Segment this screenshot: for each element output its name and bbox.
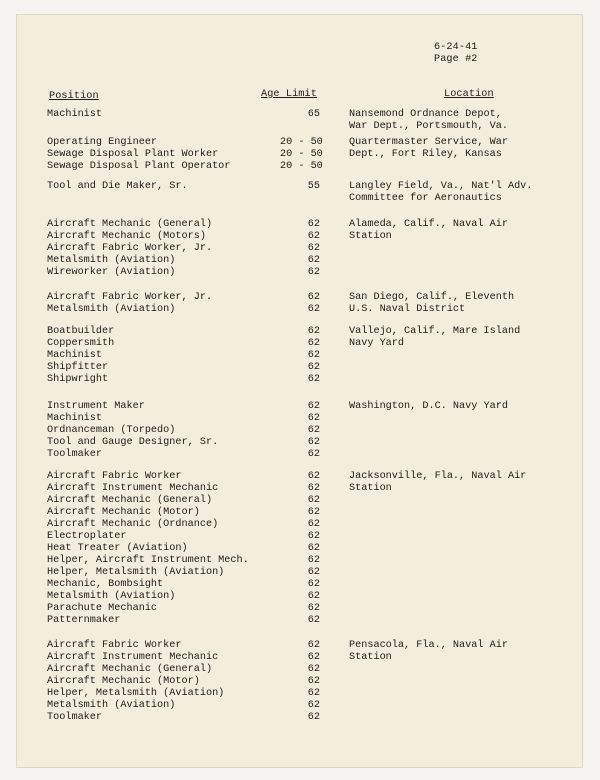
age-limit-list — [280, 471, 320, 627]
age-limit-list — [280, 640, 320, 724]
column-header-age-limit: Age Limit — [261, 89, 317, 100]
column-header-location: Location — [444, 89, 494, 100]
location-text — [349, 181, 532, 205]
column-header-position: Position — [49, 91, 99, 102]
position-title: Aircraft Mechanic (General) — [47, 219, 213, 230]
age-limit-value: 62 — [307, 555, 320, 566]
age-limit-value: 62 — [307, 688, 320, 699]
age-limit-value: 62 — [307, 507, 320, 518]
age-limit-value: 62 — [307, 519, 320, 530]
position-title: Aircraft Mechanic (Motor) — [47, 507, 200, 518]
age-limit-value: 62 — [307, 425, 320, 436]
age-limit-value: 62 — [307, 640, 320, 651]
position-title: Metalsmith (Aviation) — [47, 591, 176, 602]
age-limit-value: 62 — [307, 449, 320, 460]
position-list — [47, 640, 224, 724]
age-limit-value: 62 — [307, 326, 320, 337]
position-list — [47, 326, 114, 386]
location-text — [349, 401, 508, 413]
position-title: Aircraft Instrument Mechanic — [47, 652, 219, 663]
age-limit-value: 62 — [307, 664, 320, 675]
position-title: Coppersmith — [47, 338, 115, 349]
age-limit-value: 62 — [307, 243, 320, 254]
location-text — [349, 109, 508, 133]
position-title: Helper, Metalsmith (Aviation) — [47, 688, 225, 699]
position-title: Sewage Disposal Plant Operator — [47, 161, 231, 172]
age-limit-value: 62 — [307, 350, 320, 361]
location-line: Committee for Aeronautics — [349, 193, 502, 204]
age-limit-value: 62 — [307, 219, 320, 230]
position-title: Sewage Disposal Plant Worker — [47, 149, 219, 160]
position-title: Shipfitter — [47, 362, 109, 373]
age-limit-value: 62 — [307, 567, 320, 578]
location-text — [349, 471, 526, 495]
position-title: Patternmaker — [47, 615, 121, 626]
position-list — [47, 219, 212, 279]
position-title: Helper, Aircraft Instrument Mech. — [47, 555, 249, 566]
location-text — [349, 292, 514, 316]
age-limit-value: 62 — [307, 413, 320, 424]
age-limit-list — [280, 401, 320, 461]
position-title: Instrument Maker — [47, 401, 145, 412]
location-line: Station — [349, 483, 392, 494]
age-limit-value: 62 — [307, 495, 320, 506]
age-limit-value: 62 — [307, 603, 320, 614]
position-title: Aircraft Mechanic (Motors) — [47, 231, 206, 242]
position-title: Machinist — [47, 109, 103, 120]
location-line: Pensacola, Fla., Naval Air — [349, 640, 508, 651]
age-limit-value: 62 — [307, 292, 320, 303]
position-title: Operating Engineer — [47, 137, 158, 148]
position-title: Machinist — [47, 413, 103, 424]
age-limit-value: 62 — [307, 362, 320, 373]
location-text — [349, 326, 520, 350]
position-title: Aircraft Fabric Worker — [47, 471, 182, 482]
age-limit-list — [280, 292, 320, 316]
position-title: Parachute Mechanic — [47, 603, 158, 614]
location-line: Alameda, Calif., Naval Air — [349, 219, 508, 230]
age-limit-value: 20 - 50 — [280, 137, 323, 148]
location-line: Station — [349, 231, 392, 242]
age-limit-value: 62 — [307, 401, 320, 412]
position-title: Wireworker (Aviation) — [47, 267, 176, 278]
position-title: Tool and Gauge Designer, Sr. — [47, 437, 219, 448]
location-line: Langley Field, Va., Nat'l Adv. — [349, 181, 533, 192]
age-limit-list — [280, 326, 320, 386]
location-line: San Diego, Calif., Eleventh — [349, 292, 515, 303]
age-limit-value: 62 — [307, 338, 320, 349]
position-title: Shipwright — [47, 374, 109, 385]
position-title: Aircraft Instrument Mechanic — [47, 483, 219, 494]
position-title: Tool and Die Maker, Sr. — [47, 181, 188, 192]
age-limit-value: 62 — [307, 591, 320, 602]
position-title: Aircraft Fabric Worker, Jr. — [47, 292, 213, 303]
date-line: 6-24-41 — [434, 42, 478, 53]
age-limit-value: 20 - 50 — [280, 161, 323, 172]
age-limit-list — [280, 137, 323, 173]
position-title: Aircraft Mechanic (Ordnance) — [47, 519, 219, 530]
position-title: Metalsmith (Aviation) — [47, 255, 176, 266]
age-limit-value: 62 — [307, 579, 320, 590]
age-limit-value: 62 — [307, 304, 320, 315]
location-line: Quartermaster Service, War — [349, 137, 508, 148]
position-title: Aircraft Mechanic (Motor) — [47, 676, 200, 687]
position-title: Ordnanceman (Torpedo) — [47, 425, 176, 436]
page-number: Page #2 — [434, 54, 478, 65]
age-limit-value: 62 — [307, 676, 320, 687]
position-title: Boatbuilder — [47, 326, 115, 337]
age-limit-value: 62 — [307, 374, 320, 385]
position-title: Mechanic, Bombsight — [47, 579, 164, 590]
age-limit-value: 62 — [307, 712, 320, 723]
position-list — [47, 401, 218, 461]
position-title: Toolmaker — [47, 712, 103, 723]
position-list — [47, 137, 230, 173]
age-limit-value: 62 — [307, 700, 320, 711]
location-line: Vallejo, Calif., Mare Island — [349, 326, 521, 337]
location-line: U.S. Naval District — [349, 304, 466, 315]
position-title: Aircraft Mechanic (General) — [47, 664, 213, 675]
age-limit-list — [280, 109, 320, 121]
age-limit-value: 62 — [307, 652, 320, 663]
location-line: Nansemond Ordnance Depot, — [349, 109, 502, 120]
location-text — [349, 640, 508, 664]
location-text — [349, 137, 508, 161]
age-limit-value: 55 — [307, 181, 320, 192]
age-limit-value: 62 — [307, 471, 320, 482]
location-line: Washington, D.C. Navy Yard — [349, 401, 508, 412]
location-line: Jacksonville, Fla., Naval Air — [349, 471, 527, 482]
position-title: Machinist — [47, 350, 103, 361]
location-text — [349, 219, 508, 243]
location-line: Dept., Fort Riley, Kansas — [349, 149, 502, 160]
age-limit-list — [280, 181, 320, 193]
position-title: Metalsmith (Aviation) — [47, 700, 176, 711]
age-limit-value: 20 - 50 — [280, 149, 323, 160]
age-limit-value: 62 — [307, 231, 320, 242]
location-line: Navy Yard — [349, 338, 405, 349]
position-title: Aircraft Fabric Worker, Jr. — [47, 243, 213, 254]
age-limit-value: 62 — [307, 267, 320, 278]
position-list — [47, 109, 102, 121]
position-title: Electroplater — [47, 531, 127, 542]
position-title: Metalsmith (Aviation) — [47, 304, 176, 315]
position-title: Aircraft Fabric Worker — [47, 640, 182, 651]
age-limit-value: 62 — [307, 543, 320, 554]
age-limit-list — [280, 219, 320, 279]
age-limit-value: 62 — [307, 255, 320, 266]
age-limit-value: 62 — [307, 531, 320, 542]
location-line: War Dept., Portsmouth, Va. — [349, 121, 508, 132]
position-list — [47, 181, 188, 193]
position-title: Helper, Metalsmith (Aviation) — [47, 567, 225, 578]
age-limit-value: 62 — [307, 483, 320, 494]
age-limit-value: 62 — [307, 437, 320, 448]
position-title: Heat Treater (Aviation) — [47, 543, 188, 554]
location-line: Station — [349, 652, 392, 663]
position-list — [47, 292, 212, 316]
position-title: Aircraft Mechanic (General) — [47, 495, 213, 506]
position-list — [47, 471, 249, 627]
position-title: Toolmaker — [47, 449, 103, 460]
age-limit-value: 62 — [307, 615, 320, 626]
age-limit-value: 65 — [307, 109, 320, 120]
